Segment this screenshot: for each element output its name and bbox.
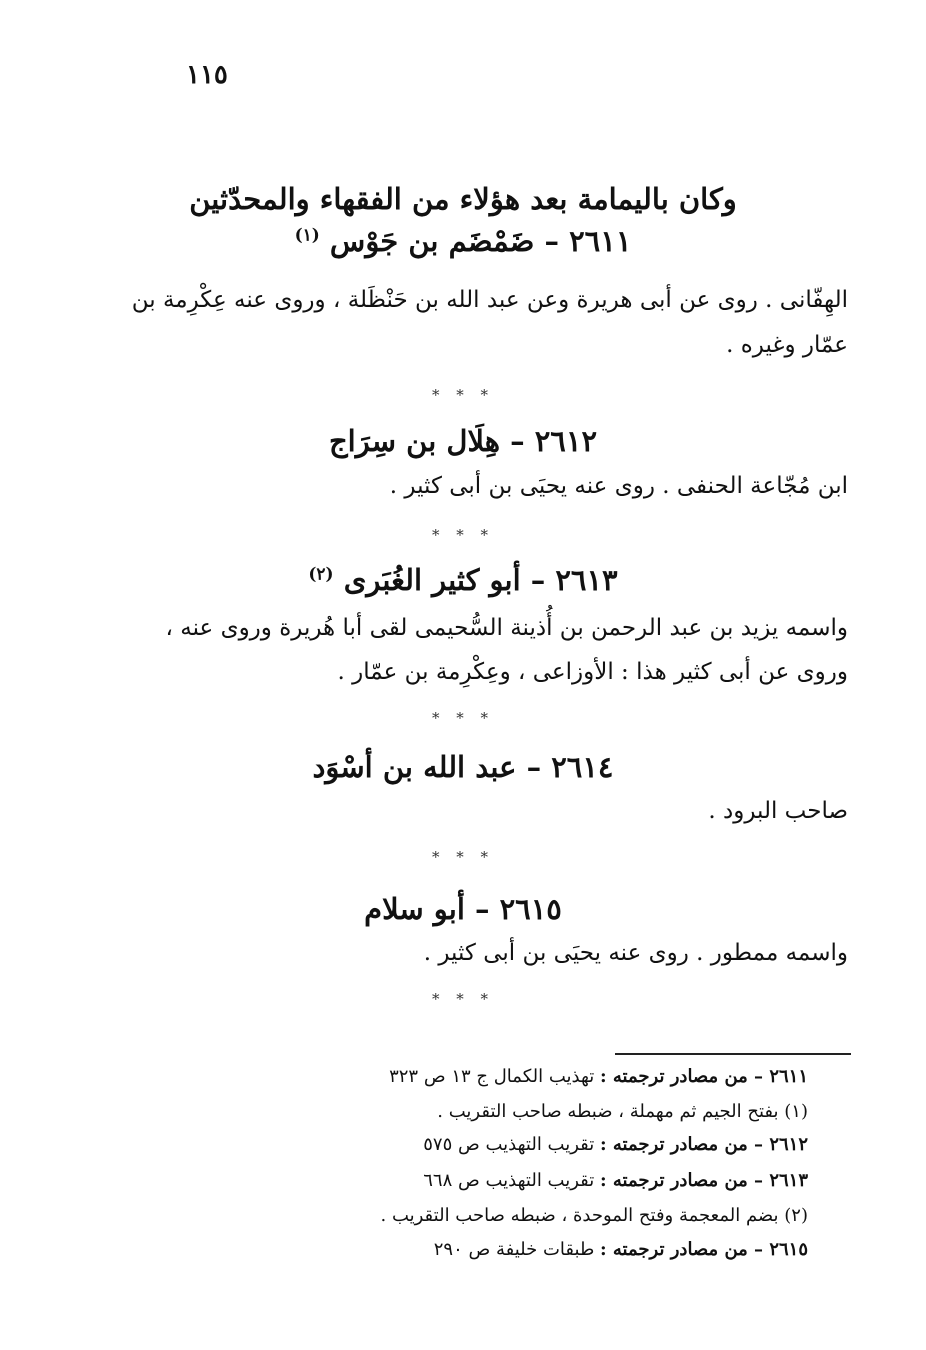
footnote-line xyxy=(434,1239,808,1260)
footnote-text: طبقات خليفة ص ٢٩٠ xyxy=(433,1239,600,1260)
footnote-line xyxy=(423,1134,808,1155)
section-heading: وكان باليمامة بعد هؤلاء من الفقهاء والمحدّثين xyxy=(189,182,737,216)
footnote-text: (٢) بضم المعجمة وفتح الموحدة ، ضبطه صاحب التقريب . xyxy=(380,1205,808,1226)
entry-body-line: ابن مُجّاعة الحنفى . روى عنه يحيَى بن أبى كثير . xyxy=(389,473,848,499)
entry-title-text: ٢٦١٣ – أبو كثير الغُبَرى xyxy=(343,563,618,597)
footnote-rule xyxy=(615,1053,851,1055)
footnote-bold: ٢٦١٣ – من مصادر ترجمته : xyxy=(600,1170,808,1191)
footnote-line xyxy=(437,1101,808,1122)
footnote-bold: ٢٦١١ – من مصادر ترجمته : xyxy=(600,1066,808,1087)
entry-title-2615 xyxy=(0,892,926,926)
footnote-text: تهذيب الكمال ج ١٣ ص ٣٢٣ xyxy=(389,1066,600,1087)
separator-stars: * * * xyxy=(431,990,495,1008)
entry-body-line: الهِفّانى . روى عن أبى هريرة وعن عبد الله بن حَنْظَلة ، وروى عنه عِكْرِمة بن xyxy=(131,287,848,313)
separator-stars: * * * xyxy=(431,848,495,866)
separator-stars: * * * xyxy=(431,709,495,727)
separator-stars: * * * xyxy=(431,386,495,404)
entry-title-2611 xyxy=(0,224,926,258)
entry-title-2612 xyxy=(0,424,926,458)
footnote-text: تقريب التهذيب ص ٦٦٨ xyxy=(423,1170,600,1191)
footnote-text: تقريب التهذيب ص ٥٧٥ xyxy=(423,1134,600,1155)
footnote-line xyxy=(389,1066,808,1087)
entry-body-line: صاحب البرود . xyxy=(708,798,848,824)
entry-title-2613 xyxy=(0,563,926,597)
footnote-ref: (٢) xyxy=(308,564,334,585)
footnote-bold: ٢٦١٥ – من مصادر ترجمته : xyxy=(600,1239,808,1260)
footnote-line xyxy=(423,1170,808,1191)
entry-body-line: وروى عن أبى كثير هذا : الأوزاعى ، وعِكْرِمة بن عمّار . xyxy=(337,659,848,685)
footnote-line xyxy=(381,1205,809,1226)
entry-title-text: ٢٦١٤ – عبد الله بن أسْوَد xyxy=(312,750,614,784)
footnote-text: (١) بفتح الجيم ثم مهملة ، ضبطه صاحب التقريب . xyxy=(437,1101,808,1122)
separator-stars: * * * xyxy=(431,526,495,544)
entry-title-text: ٢٦١١ – ضَمْضَم بن جَوْس xyxy=(329,224,632,258)
page-number: ١١٥ xyxy=(186,60,228,90)
entry-title-text: ٢٦١٥ – أبو سلام xyxy=(364,892,562,926)
entry-body-line: عمّار وغيره . xyxy=(726,332,848,358)
entry-body-line: واسمه يزيد بن عبد الرحمن بن أُذينة السُّحيمى لقى أبا هُريرة وروى عنه ، xyxy=(165,615,848,641)
footnote-ref: (١) xyxy=(294,225,320,246)
entry-title-2614 xyxy=(0,750,926,784)
entry-body-line: واسمه ممطور . روى عنه يحيَى بن أبى كثير . xyxy=(423,940,848,966)
entry-title-text: ٢٦١٢ – هِلَال بن سِرَاج xyxy=(328,424,598,458)
footnote-bold: ٢٦١٢ – من مصادر ترجمته : xyxy=(600,1134,808,1155)
